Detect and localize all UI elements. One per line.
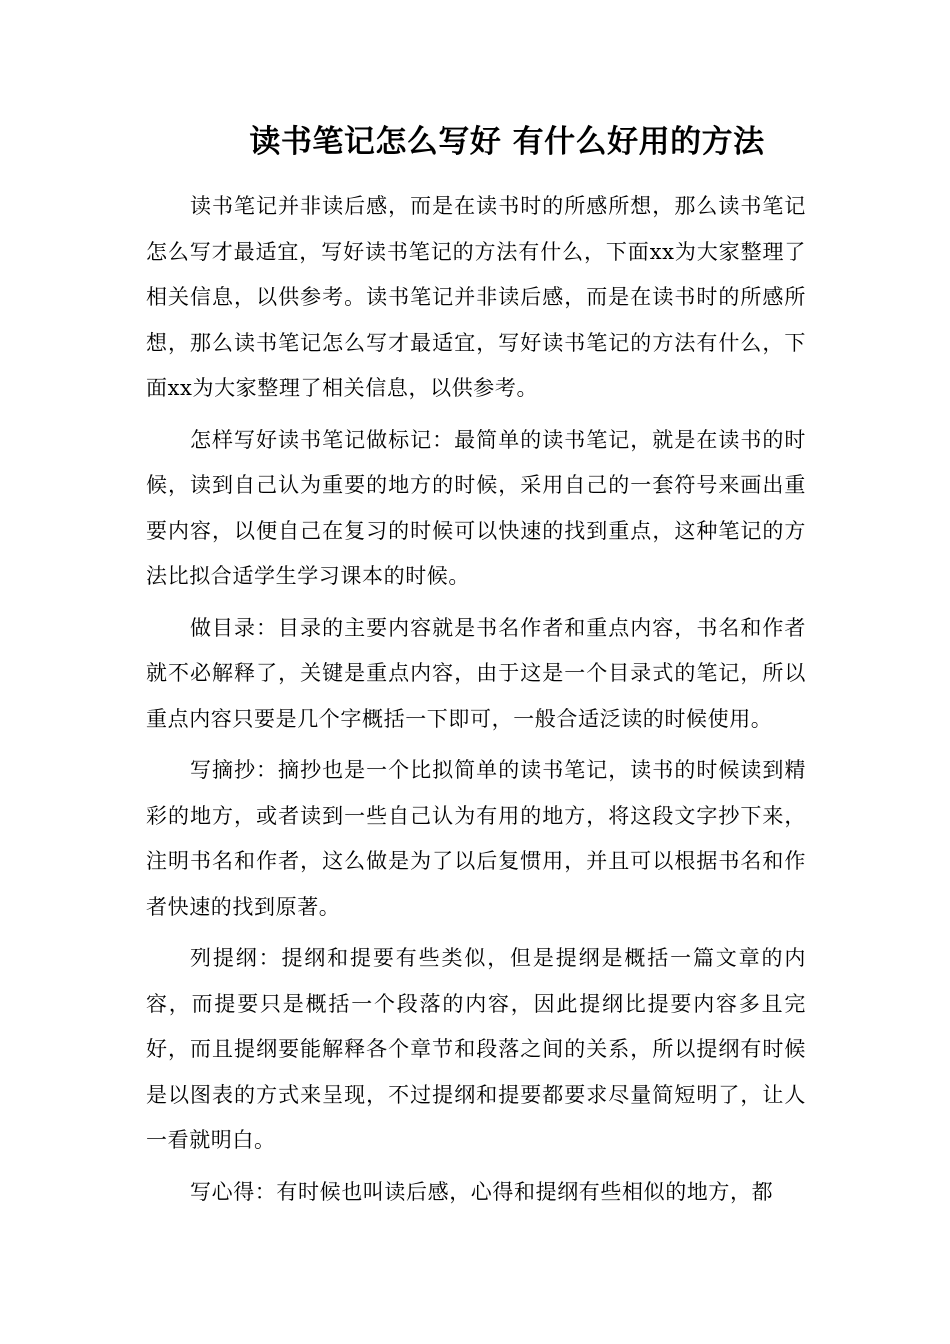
document-title: 读书笔记怎么写好 有什么好用的方法 bbox=[249, 124, 765, 160]
paragraph-reflection: 写心得：有时候也叫读后感，心得和提纲有些相似的地方，都 bbox=[190, 1179, 774, 1204]
paragraph-intro: 读书笔记并非读后感，而是在读书时的所感所想，那么读书笔记怎么写才最适宜，写好读书笔记的方法有什么，下面xx为大家整理了相关信息，以供参考。读书笔记并非读后感，而是在读书时的所感所想，那么读书笔记怎么写才最适宜，写好读书笔记的方法有什么，下面xx为大家整理了相关信息，以供参考。 bbox=[146, 194, 806, 400]
paragraph-table-of-contents: 做目录：目录的主要内容就是书名作者和重点内容，书名和作者就不必解释了，关键是重点内容，由于这是一个目录式的笔记，所以重点内容只要是几个字概括一下即可，一般合适泛读的时候使用。 bbox=[146, 615, 806, 731]
paragraph-outline: 列提纲：提纲和提要有些类似，但是提纲是概括一篇文章的内容，而提要只是概括一个段落的内容，因此提纲比提要内容多且完好，而且提纲要能解释各个章节和段落之间的关系，所以提纲有时候是以图表的方式来呈现，不过提纲和提要都要求尽量简短明了，让人一看就明白。 bbox=[146, 946, 806, 1152]
paragraph-marking: 怎样写好读书笔记做标记：最简单的读书笔记，就是在读书的时候，读到自己认为重要的地方的时候，采用自己的一套符号来画出重要内容，以便自己在复习的时候可以快速的找到重点，这种笔记的方法比拟合适学生学习课本的时候。 bbox=[146, 427, 806, 588]
paragraph-excerpt: 写摘抄：摘抄也是一个比拟简单的读书笔记，读书的时候读到精彩的地方，或者读到一些自己认为有用的地方，将这段文字抄下来，注明书名和作者，这么做是为了以后复惯用，并且可以根据书名和作者快速的找到原著。 bbox=[146, 758, 806, 919]
document-body bbox=[146, 184, 806, 1221]
